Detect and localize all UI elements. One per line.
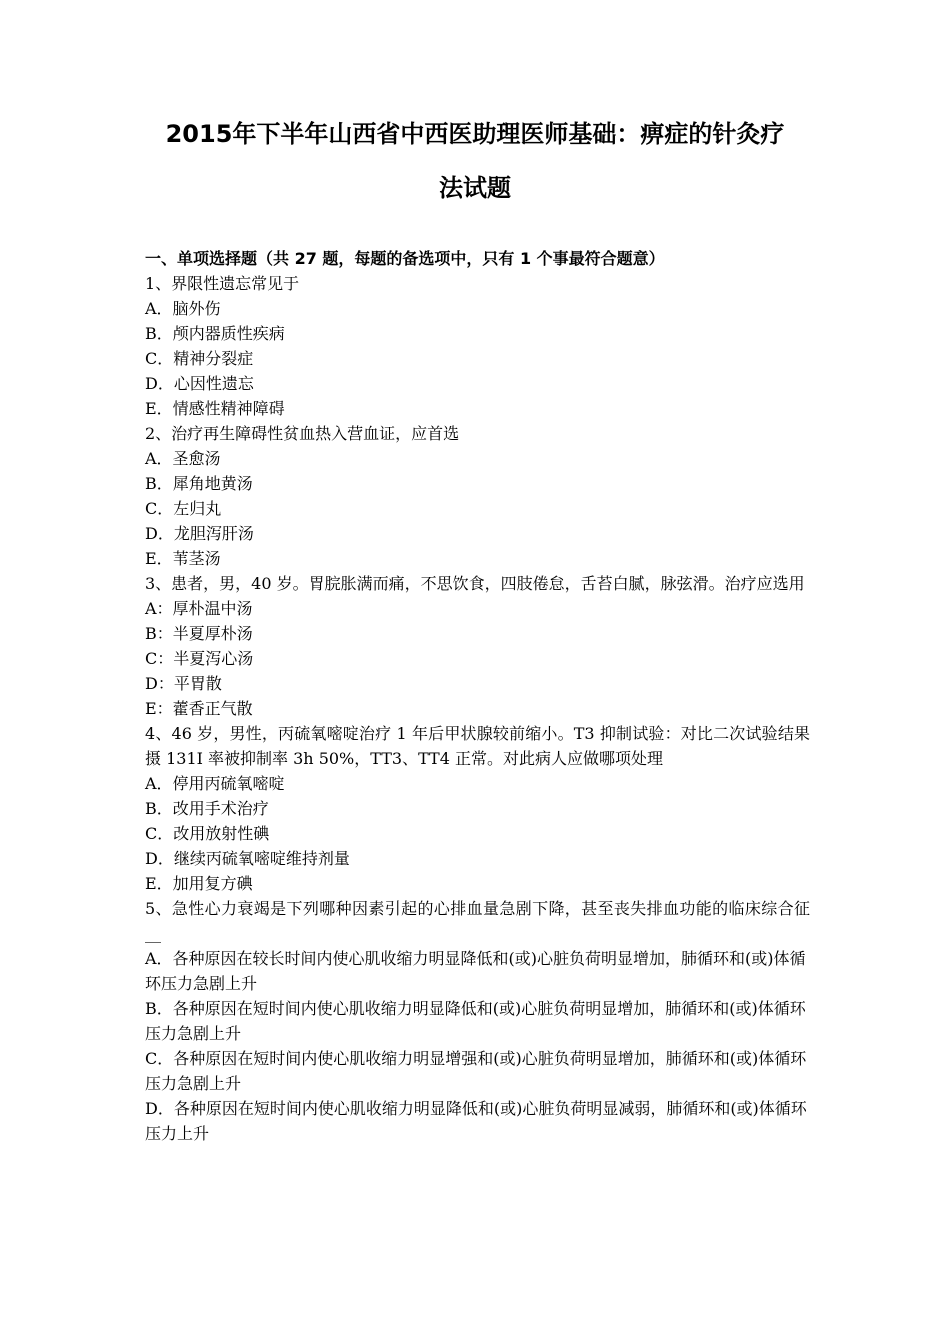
option-c: C．各种原因在短时间内使心肌收缩力明显增强和(或)心脏负荷明显增加，肺循环和(或)体循环压力急剧上升 [145,1049,807,1093]
option-b: B．颅内器质性疾病 [145,324,285,343]
question-2 [145,421,810,571]
option-a: A：厚朴温中汤 [145,599,253,618]
option-d: D．各种原因在短时间内使心肌收缩力明显降低和(或)心脏负荷明显减弱，肺循环和(或)体循环压力上升 [145,1099,807,1143]
document-body [145,246,810,1146]
question-text: 2、治疗再生障碍性贫血热入营血证，应首选 [145,424,460,443]
option-c: C．改用放射性碘 [145,824,270,843]
document-title-line-1: 2015年下半年山西省中西医助理医师基础：痹症的针灸疗 [165,120,785,148]
document-title-line-2: 法试题 [439,174,511,202]
option-a: A．停用丙硫氧嘧啶 [145,774,285,793]
question-text: 1、界限性遗忘常见于 [145,274,300,293]
option-c: C．左归丸 [145,499,222,518]
option-d: D．继续丙硫氧嘧啶维持剂量 [145,849,350,868]
question-1 [145,271,810,421]
option-e: E：藿香正气散 [145,699,253,718]
question-3 [145,571,810,721]
option-b: B．改用手术治疗 [145,799,269,818]
option-b: B：半夏厚朴汤 [145,624,253,643]
option-b: B．各种原因在短时间内使心肌收缩力明显降低和(或)心脏负荷明显增加，肺循环和(或)体循环压力急剧上升 [145,999,806,1043]
option-a: A．圣愈汤 [145,449,221,468]
option-d: D．心因性遗忘 [145,374,254,393]
option-d: D：平胃散 [145,674,222,693]
section-heading: 一、单项选择题（共 27 题，每题的备选项中，只有 1 个事最符合题意） [145,249,665,268]
question-text: 4、46 岁，男性，丙硫氧嘧啶治疗 1 年后甲状腺较前缩小。T3 抑制试验：对比二次试验结果摄 131I 率被抑制率 3h 50%，TT3、TT4 正常。对此病人应做哪项处理 [145,724,810,768]
option-e: E．苇茎汤 [145,549,221,568]
question-text: 5、急性心力衰竭是下列哪种因素引起的心排血量急剧下降，甚至丧失排血功能的临床综合征__ [145,899,810,943]
question-5 [145,896,810,1146]
option-e: E．加用复方碘 [145,874,253,893]
option-b: B．犀角地黄汤 [145,474,253,493]
option-a: A．各种原因在较长时间内使心肌收缩力明显降低和(或)心脏负荷明显增加，肺循环和(或)体循环压力急剧上升 [145,949,806,993]
question-4 [145,721,810,896]
option-e: E．情感性精神障碍 [145,399,285,418]
option-a: A．脑外伤 [145,299,221,318]
question-text: 3、患者，男，40 岁。胃脘胀满而痛，不思饮食，四肢倦怠，舌苔白腻，脉弦滑。治疗应选用 [145,574,805,593]
option-c: C：半夏泻心汤 [145,649,254,668]
option-c: C．精神分裂症 [145,349,254,368]
option-d: D．龙胆泻肝汤 [145,524,254,543]
